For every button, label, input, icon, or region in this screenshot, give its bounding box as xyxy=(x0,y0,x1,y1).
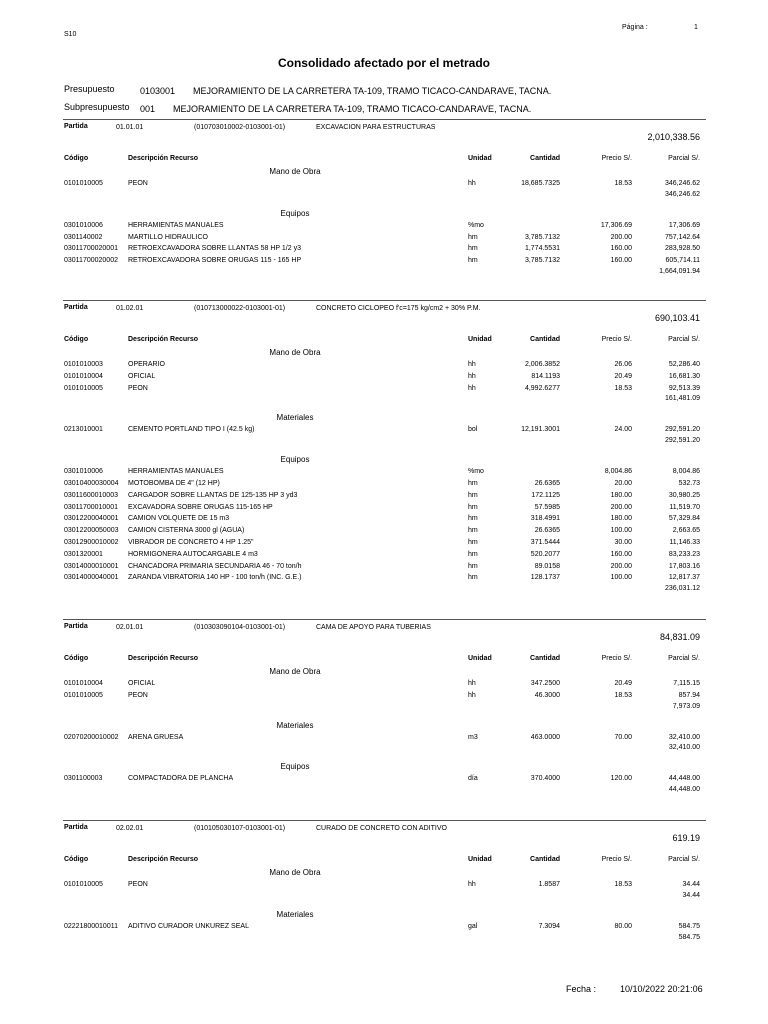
col-cantidad: Cantidad xyxy=(530,336,560,343)
row-desc: MOTOBOMBA DE 4" (12 HP) xyxy=(128,480,220,487)
row-desc: VIBRADOR DE CONCRETO 4 HP 1.25" xyxy=(128,539,254,546)
partida-total: 84,831.09 xyxy=(659,632,700,642)
row-price: 24.00 xyxy=(614,426,632,434)
row-price: 18.53 xyxy=(614,691,632,699)
row-price: 8,004.86 xyxy=(604,468,632,476)
partida-total: 690,103.41 xyxy=(654,313,700,323)
row-price: 100.00 xyxy=(610,527,632,535)
row-qty: 1,774.5531 xyxy=(524,245,560,253)
row-desc: PEON xyxy=(128,384,148,392)
row-desc: COMPACTADORA DE PLANCHA xyxy=(128,775,234,783)
row-price: 200.00 xyxy=(610,233,632,241)
group-title: Mano de Obra xyxy=(269,348,321,357)
row-code: 0301100003 xyxy=(64,775,103,783)
row-qty: 814.1193 xyxy=(531,372,560,380)
col-parcial: Parcial S/. xyxy=(668,655,700,662)
row-qty: 347.2500 xyxy=(530,680,560,687)
partida-divider xyxy=(63,619,706,620)
row-parcial: 17,803.16 xyxy=(668,562,700,570)
col-descripcion: Descripción Recurso xyxy=(128,155,199,162)
row-code: 03011700010001 xyxy=(64,503,118,511)
row-unit: %mo xyxy=(468,221,484,229)
row-unit: hh xyxy=(468,881,476,888)
group-title: Equipos xyxy=(280,208,310,218)
row-code: 03014000040001 xyxy=(64,574,119,582)
group-title: Equipos xyxy=(280,762,310,772)
row-unit: hh xyxy=(468,691,476,699)
row-price: 26.06 xyxy=(614,361,632,368)
partida-ref: (010713000022-0103001-01) xyxy=(194,305,286,312)
row-parcial: 30,980.25 xyxy=(668,491,700,499)
row-unit: hm xyxy=(468,539,478,546)
row-price: 200.00 xyxy=(610,503,632,511)
row-unit: hh xyxy=(468,361,476,368)
row-qty: 1.8587 xyxy=(538,881,560,888)
col-parcial: Parcial S/. xyxy=(668,856,700,863)
row-code: 03010400030004 xyxy=(64,480,119,487)
row-unit: día xyxy=(468,775,478,783)
row-price: 30.00 xyxy=(614,539,632,546)
row-code: 03012200050003 xyxy=(64,527,119,535)
row-price: 180.00 xyxy=(610,491,632,499)
row-desc: EXCAVADORA SOBRE ORUGAS 115-165 HP xyxy=(128,503,273,511)
col-unidad: Unidad xyxy=(468,155,492,162)
partida-label: Partida xyxy=(64,824,88,831)
row-code: 03012900010002 xyxy=(64,539,119,546)
subpresupuesto-desc: MEJORAMIENTO DE LA CARRETERA TA-109, TRAMO TICACO-CANDARAVE, TACNA. xyxy=(173,104,532,114)
row-desc: PEON xyxy=(128,881,148,888)
group-title: Mano de Obra xyxy=(269,868,321,877)
row-price: 200.00 xyxy=(610,562,632,570)
row-unit: m3 xyxy=(468,733,478,741)
row-desc: HORMIGONERA AUTOCARGABLE 4 m3 xyxy=(128,550,258,558)
row-price: 120.00 xyxy=(610,775,632,783)
col-descripcion: Descripción Recurso xyxy=(128,336,199,343)
col-descripcion: Descripción Recurso xyxy=(128,655,199,662)
row-unit: hm xyxy=(468,257,478,265)
row-qty: 3,785.7132 xyxy=(524,257,560,265)
col-unidad: Unidad xyxy=(468,655,492,662)
row-price: 18.53 xyxy=(614,180,632,187)
col-codigo: Código xyxy=(64,336,89,343)
partida-item: 01.02.01 xyxy=(116,305,144,312)
row-unit: hm xyxy=(468,503,478,511)
row-parcial: 92,513.39 xyxy=(668,384,700,392)
row-price: 160.00 xyxy=(610,245,632,253)
row-price: 20.49 xyxy=(614,680,632,687)
partida-label: Partida xyxy=(64,123,88,130)
row-desc: PEON xyxy=(128,691,148,699)
row-code: 03011700020002 xyxy=(64,257,118,265)
row-code: 0101010004 xyxy=(64,372,103,380)
row-unit: hh xyxy=(468,372,476,380)
presupuesto-label: Presupuesto xyxy=(64,84,115,94)
row-desc: PEON xyxy=(128,180,148,187)
row-qty: 57.5985 xyxy=(534,503,560,511)
row-code: 02221800010011 xyxy=(64,922,118,930)
row-qty: 172.1125 xyxy=(531,491,560,499)
row-desc: CEMENTO PORTLAND TIPO I (42.5 kg) xyxy=(128,426,255,434)
row-price: 17,306.69 xyxy=(600,221,632,229)
row-desc: OPERARIO xyxy=(128,361,165,368)
group-subtotal: 1,664,091.94 xyxy=(659,268,700,275)
row-desc: OFICIAL xyxy=(128,680,156,687)
group-title: Materiales xyxy=(276,413,314,423)
col-precio: Precio S/. xyxy=(601,856,632,863)
row-qty: 3,785.7132 xyxy=(524,233,560,241)
partida-ref: (010303090104-0103001-01) xyxy=(194,624,286,631)
row-price: 20.00 xyxy=(614,480,632,487)
group-title: Materiales xyxy=(276,909,314,919)
row-parcial: 2,663.65 xyxy=(672,527,700,535)
row-qty: 370.4000 xyxy=(530,775,560,783)
row-price: 18.53 xyxy=(614,384,632,392)
row-price: 20.49 xyxy=(614,372,632,380)
row-unit: bol xyxy=(468,426,478,434)
col-cantidad: Cantidad xyxy=(530,655,560,662)
col-precio: Precio S/. xyxy=(601,655,632,662)
row-code: 0101010005 xyxy=(64,384,103,392)
group-title: Mano de Obra xyxy=(269,667,321,676)
row-qty: 2,006.3852 xyxy=(524,361,560,368)
row-code: 0301140002 xyxy=(64,233,103,241)
row-desc: RETROEXCAVADORA SOBRE LLANTAS 58 HP 1/2 y3 xyxy=(128,245,301,253)
col-parcial: Parcial S/. xyxy=(668,155,700,162)
col-cantidad: Cantidad xyxy=(530,856,560,863)
group-subtotal: 346,246.62 xyxy=(664,190,700,198)
partida-item: 02.02.01 xyxy=(116,825,144,832)
row-parcial: 346,246.62 xyxy=(664,180,700,187)
row-parcial: 12,817.37 xyxy=(668,574,700,582)
partida-desc: EXCAVACION PARA ESTRUCTURAS xyxy=(316,124,436,131)
row-desc: MARTILLO HIDRAULICO xyxy=(128,233,208,241)
group-title: Equipos xyxy=(280,455,310,465)
row-code: 03012200040001 xyxy=(64,515,119,523)
row-parcial: 17,306.69 xyxy=(668,221,700,229)
row-desc: CARGADOR SOBRE LLANTAS DE 125-135 HP 3 yd3 xyxy=(128,491,298,499)
partida-divider xyxy=(63,300,706,301)
row-parcial: 11,519.70 xyxy=(669,503,700,511)
row-qty: 7.3094 xyxy=(538,922,560,930)
row-unit: hh xyxy=(468,180,476,187)
group-title: Mano de Obra xyxy=(269,167,321,176)
col-codigo: Código xyxy=(64,856,89,863)
partida-ref: (010105030107-0103001-01) xyxy=(194,825,286,832)
partida-total: 2,010,338.56 xyxy=(647,132,700,142)
row-qty: 89.0158 xyxy=(534,562,560,570)
row-parcial: 83,233.23 xyxy=(668,550,700,558)
partida-total: 619.19 xyxy=(672,833,700,843)
row-parcial: 44,448.00 xyxy=(668,775,700,783)
partida-desc: CONCRETO CICLOPEO f'c=175 kg/cm2 + 30% P.M. xyxy=(316,305,481,312)
row-qty: 371.5444 xyxy=(530,539,560,546)
row-unit: hm xyxy=(468,480,478,487)
subpresupuesto-label: Subpresupuesto xyxy=(64,102,130,112)
col-unidad: Unidad xyxy=(468,856,492,863)
partida-label: Partida xyxy=(64,304,88,311)
fecha-value: 10/10/2022 20:21:06 xyxy=(620,984,703,994)
row-code: 0101010005 xyxy=(64,180,103,187)
partida-item: 01.01.01 xyxy=(116,124,144,131)
row-unit: hm xyxy=(468,491,478,499)
row-parcial: 7,115.15 xyxy=(673,680,700,687)
subpresupuesto-code: 001 xyxy=(140,104,156,114)
row-qty: 463.0000 xyxy=(530,733,560,741)
row-desc: RETROEXCAVADORA SOBRE ORUGAS 115 - 165 HP xyxy=(128,257,302,265)
page-number: 1 xyxy=(694,24,698,31)
row-parcial: 857.94 xyxy=(678,691,700,699)
partida-ref: (010703010002-0103001-01) xyxy=(194,124,286,131)
partida-desc: CURADO DE CONCRETO CON ADITIVO xyxy=(316,825,447,832)
row-parcial: 584.75 xyxy=(678,922,700,930)
row-price: 160.00 xyxy=(610,257,632,265)
row-qty: 26.6365 xyxy=(534,480,560,487)
page-label: Página : xyxy=(622,24,648,31)
col-unidad: Unidad xyxy=(468,336,492,343)
row-desc: HERRAMIENTAS MANUALES xyxy=(128,468,224,476)
row-unit: hm xyxy=(468,574,478,582)
row-price: 18.53 xyxy=(614,881,632,888)
fecha-label: Fecha : xyxy=(566,984,597,994)
group-subtotal: 292,591.20 xyxy=(664,437,700,445)
row-code: 0101010005 xyxy=(64,691,103,699)
col-codigo: Código xyxy=(64,655,89,662)
partida-item: 02.01.01 xyxy=(116,624,144,631)
group-subtotal: 584.75 xyxy=(678,933,700,941)
row-desc: CHANCADORA PRIMARIA SECUNDARIA 46 - 70 ton/h xyxy=(128,562,302,570)
row-qty: 18,685.7325 xyxy=(521,180,560,187)
row-parcial: 16,681.30 xyxy=(668,372,700,380)
row-unit: hm xyxy=(468,550,478,558)
row-unit: hm xyxy=(468,562,478,570)
row-parcial: 34.44 xyxy=(682,881,700,888)
row-qty: 12,191.3001 xyxy=(521,426,560,434)
row-price: 80.00 xyxy=(614,922,632,930)
row-qty: 318.4991 xyxy=(530,515,560,523)
row-price: 180.00 xyxy=(610,515,632,523)
col-codigo: Código xyxy=(64,155,89,162)
row-parcial: 52,286.40 xyxy=(668,361,700,368)
row-code: 03011600010003 xyxy=(64,491,118,499)
col-cantidad: Cantidad xyxy=(530,155,560,162)
col-parcial: Parcial S/. xyxy=(668,336,700,343)
presupuesto-desc: MEJORAMIENTO DE LA CARRETERA TA-109, TRAMO TICACO-CANDARAVE, TACNA. xyxy=(193,86,552,96)
partida-desc: CAMA DE APOYO PARA TUBERIAS xyxy=(316,624,431,631)
row-parcial: 292,591.20 xyxy=(664,426,700,434)
partida-divider xyxy=(63,820,706,821)
row-unit: hh xyxy=(468,384,476,392)
row-code: 02070200010002 xyxy=(64,733,119,741)
report-code: S10 xyxy=(64,31,77,38)
group-subtotal: 34.44 xyxy=(682,891,700,899)
col-descripcion: Descripción Recurso xyxy=(128,856,199,863)
row-parcial: 532.73 xyxy=(678,480,700,487)
row-code: 03011700020001 xyxy=(64,245,118,253)
group-subtotal: 161,481.09 xyxy=(664,395,700,403)
row-desc: HERRAMIENTAS MANUALES xyxy=(128,221,224,229)
group-title: Materiales xyxy=(276,720,314,730)
row-unit: hh xyxy=(468,680,476,687)
row-code: 0301010006 xyxy=(64,468,103,476)
row-unit: %mo xyxy=(468,468,484,476)
row-qty: 4,992.6277 xyxy=(524,384,560,392)
partida-label: Partida xyxy=(64,623,88,630)
group-subtotal: 44,448.00 xyxy=(668,786,700,794)
row-code: 0301320001 xyxy=(64,550,103,558)
presupuesto-code: 0103001 xyxy=(140,86,176,96)
row-code: 0101010005 xyxy=(64,881,103,888)
row-parcial: 57,329.84 xyxy=(668,515,700,523)
row-price: 100.00 xyxy=(610,574,632,582)
row-price: 70.00 xyxy=(614,733,632,741)
row-unit: gal xyxy=(468,922,478,930)
row-desc: ADITIVO CURADOR UNKUREZ SEAL xyxy=(128,922,249,930)
row-desc: ZARANDA VIBRATORIA 140 HP - 100 ton/h (INC. G.E.) xyxy=(128,574,302,582)
group-subtotal: 32,410.00 xyxy=(668,744,700,752)
col-precio: Precio S/. xyxy=(601,336,632,343)
row-parcial: 757,142.64 xyxy=(664,233,700,241)
row-qty: 26.6365 xyxy=(534,527,560,535)
row-desc: ARENA GRUESA xyxy=(128,733,184,741)
row-desc: CAMION CISTERNA 3000 gl (AGUA) xyxy=(128,527,245,535)
row-parcial: 32,410.00 xyxy=(668,733,700,741)
row-code: 03014000010001 xyxy=(64,562,119,570)
row-code: 0101010004 xyxy=(64,680,103,687)
page-title: Consolidado afectado por el metrado xyxy=(277,56,491,70)
row-parcial: 605,714.11 xyxy=(665,257,700,265)
row-unit: hm xyxy=(468,245,478,253)
col-precio: Precio S/. xyxy=(601,155,632,162)
row-unit: hm xyxy=(468,233,478,241)
row-price: 160.00 xyxy=(610,550,632,558)
row-code: 0213010001 xyxy=(64,426,103,434)
row-unit: hm xyxy=(468,515,478,523)
row-qty: 46.3000 xyxy=(534,691,560,699)
row-parcial: 8,004.86 xyxy=(672,468,700,476)
row-parcial: 283,928.50 xyxy=(664,245,700,253)
row-code: 0301010006 xyxy=(64,221,103,229)
partida-divider xyxy=(63,119,706,120)
group-subtotal: 236,031.12 xyxy=(664,585,700,593)
row-code: 0101010003 xyxy=(64,361,103,368)
row-desc: CAMION VOLQUETE DE 15 m3 xyxy=(128,515,230,523)
group-subtotal: 7,973.09 xyxy=(672,702,700,710)
row-qty: 128.1737 xyxy=(530,574,560,582)
row-parcial: 11,146.33 xyxy=(669,539,700,546)
row-qty: 520.2077 xyxy=(530,550,560,558)
row-unit: hm xyxy=(468,527,478,535)
row-desc: OFICIAL xyxy=(128,372,156,380)
